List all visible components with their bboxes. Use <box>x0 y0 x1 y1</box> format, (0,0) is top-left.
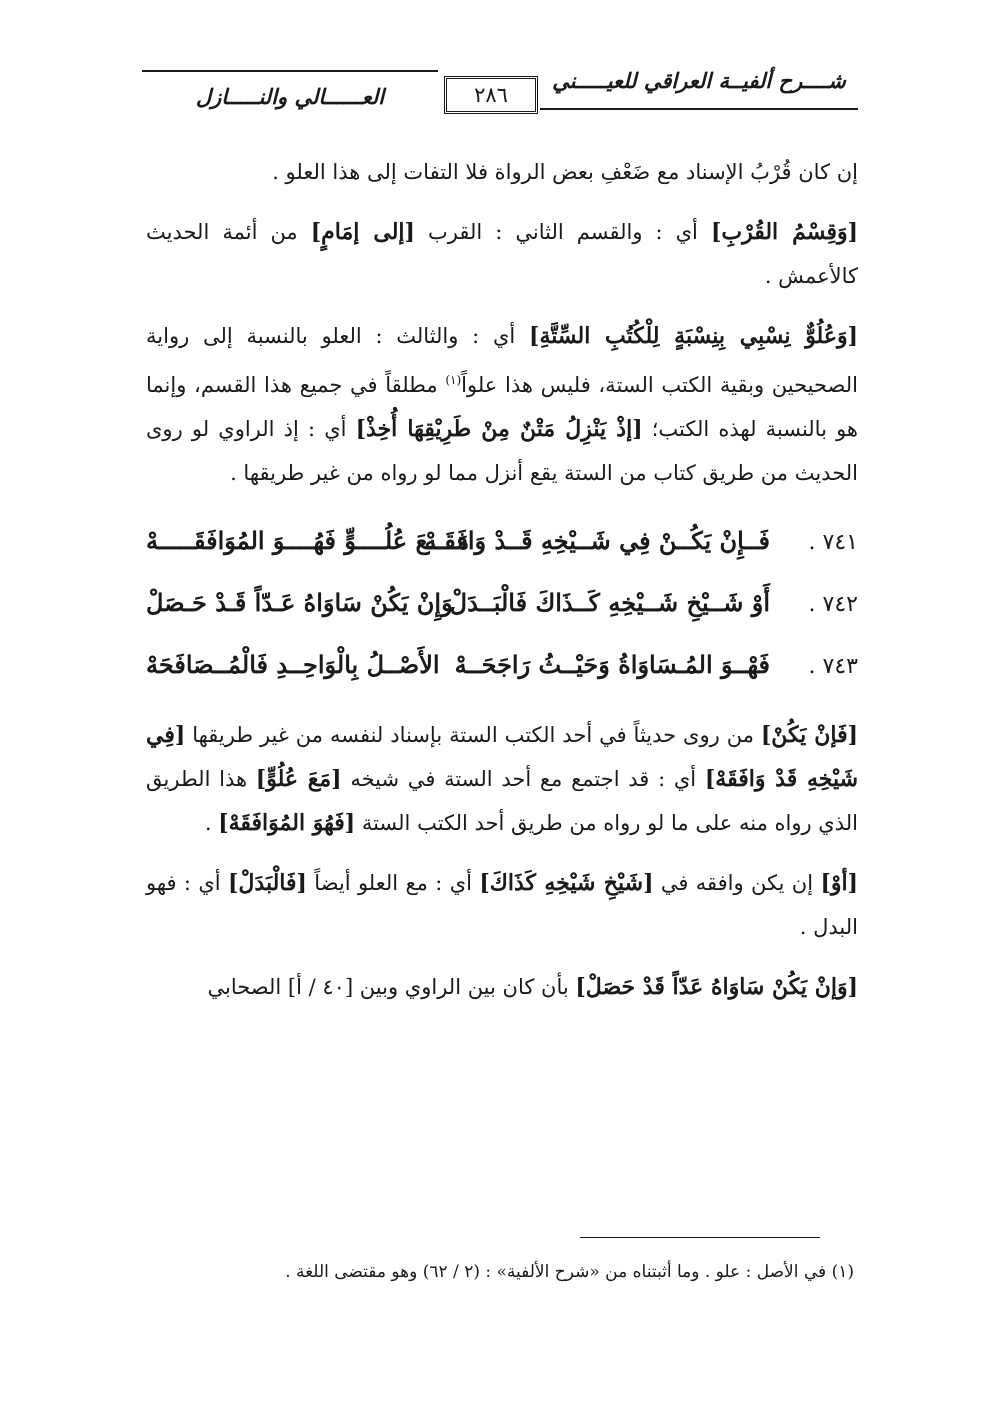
verse-second-hemistich: مَــــعَ عُلُــــوٍّ فَهُــــوَ المُوَافَقَـــــهْ <box>146 526 470 555</box>
paragraph-2 <box>146 210 858 298</box>
quoted-verse: [شَيْخِ شَيْخِهِ كَذَاكَ] <box>479 870 654 896</box>
paragraph-text: من أئمة الحديث كالأعمش . <box>146 220 858 288</box>
verse-line <box>146 573 858 635</box>
book-title: شــــرح ألفيــة العراقي للعيـــــني <box>552 68 846 93</box>
paragraph-text: أي : والقسم الثاني : القرب <box>414 220 711 244</box>
quoted-verse: [وَقِسْمُ القُرْبِ] <box>710 219 859 245</box>
verse-line <box>146 635 858 697</box>
paragraph-text: أي : قد اجتمع مع أحد الستة في شيخه <box>341 767 705 791</box>
verse-first-hemistich: فَــإِنْ يَكُــنْ فِي شَــيْخِهِ قَــدْ وَافَقَـهْ <box>424 526 770 555</box>
quoted-verse: [فَإنْ يَكُنْ] <box>760 722 859 748</box>
verse-number: ٧٤٣ . <box>808 654 858 679</box>
paragraph-text: أي : فهو البدل . <box>146 871 858 939</box>
paragraph-text: من روى حديثاً في أحد الكتب الستة بإسناد لنفسه من غير طريقها <box>185 723 761 747</box>
paragraph-4 <box>146 713 858 845</box>
paragraph-5 <box>146 861 858 949</box>
paragraph-text: إن كان قُرْبُ الإسناد مع ضَعْفِ بعض الرواة فلا التفات إلى هذا العلو . <box>272 160 858 184</box>
paragraph-text: بأن كان بين الراوي وبين [٤٠ / أ] الصحابي <box>207 975 576 999</box>
paragraph-6 <box>146 965 858 1009</box>
section-title: العــــــالي والنـــــازل <box>195 84 385 109</box>
quoted-verse: [إلى إمَامٍ] <box>310 219 415 245</box>
quoted-verse: [أوْ] <box>820 870 858 896</box>
quoted-verse: [وَإنْ يَكُنْ سَاوَاهُ عَدّاً قَدْ حَصَلْ] <box>575 974 858 1000</box>
page-number: ٢٨٦ <box>444 76 538 114</box>
quoted-verse: [فَالْبَدَلْ] <box>228 870 307 896</box>
verse-number: ٧٤١ . <box>808 530 858 555</box>
header-rule-left <box>142 70 438 72</box>
verse-first-hemistich: أَوْ شَــيْخِ شَــيْخِهِ كَــذَاكَ فَالْبَــدَلْ <box>449 588 770 617</box>
verse-second-hemistich: الأَصْــلُ بِالْوَاحِــدِ فَالْمُــصَافَحَهْ <box>146 650 440 679</box>
paragraph-1 <box>146 150 858 194</box>
paragraph-text: . <box>204 811 219 835</box>
quoted-verse: [مَعَ عُلُوٍّ] <box>255 766 342 792</box>
paragraph-text: إن يكن وافقه في <box>653 871 821 895</box>
paragraph-text: مطلقاً في جميع هذا القسم، وإنما هو بالنسبة لهذه الكتب؛ <box>146 373 858 441</box>
main-text <box>146 150 858 1025</box>
paragraph-text: أي : والثالث : العلو بالنسبة إلى رواية الصحيحين وبقية الكتب الستة، فليس هذا علواً <box>146 324 858 397</box>
quoted-verse: [وَعُلُوٌّ نِسْبِي بِنِسْبَةٍ لِلْكُتُبِ السِّتَّةِ] <box>529 323 859 349</box>
verse-second-hemistich: وَإِنْ يَكُنْ سَاوَاهُ عَـدّاً قَـدْ حَـصَلْ <box>146 588 453 617</box>
paragraph-text: أي : إذ الراوي لو روى الحديث من طريق كتاب من الستة يقع أنزل مما لو رواه من غير طريقها . <box>146 417 858 485</box>
paragraph-text: هذا الطريق الذي رواه منه على ما لو رواه من طريق أحد الكتب الستة <box>146 767 858 835</box>
quoted-verse: [فِي شَيْخِهِ قَدْ وَافَقَهْ] <box>146 722 859 792</box>
header-rule-right <box>540 108 858 110</box>
quoted-verse: [إذْ يَنْزِلُ مَتْنٌ مِنْ طَرِيْقِهَا أُخِذْ] <box>355 416 643 442</box>
verse-line <box>146 511 858 573</box>
paragraph-3 <box>146 314 858 495</box>
footnote-marker: (١) <box>445 373 462 387</box>
footnote-separator <box>580 1237 820 1238</box>
verse-first-hemistich: فَهْــوَ المُـسَاوَاةُ وَحَيْــثُ رَاجَحَــهْ <box>454 650 770 679</box>
quoted-verse: [فَهُوَ المُوَافَقَهْ] <box>218 810 356 836</box>
footnote: (١) في الأصل : علو . وما أثبتناه من «شرح الألفية» : (٢ / ٦٢) وهو مقتضى اللغة . <box>285 1262 854 1282</box>
page-header <box>142 62 858 114</box>
paragraph-text: أي : مع العلو أيضاً <box>306 871 480 895</box>
verse-number: ٧٤٢ . <box>808 592 858 617</box>
